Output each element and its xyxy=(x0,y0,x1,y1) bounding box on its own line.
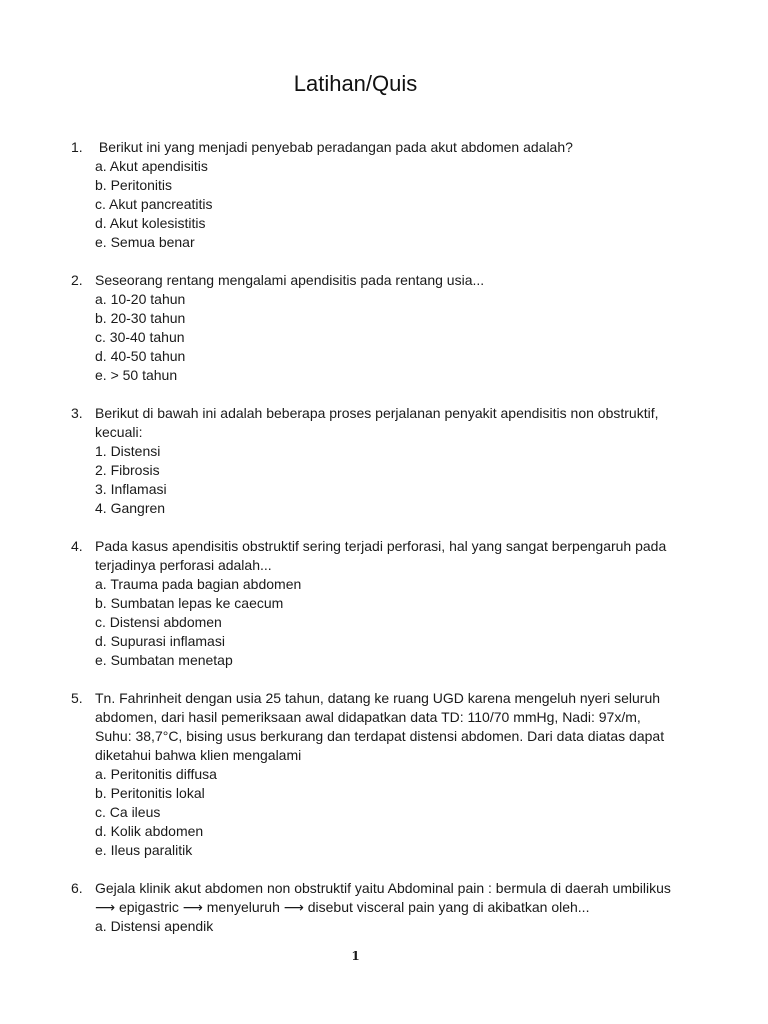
answer-option: a. 10-20 tahun xyxy=(95,291,186,307)
question-text: Seseorang rentang mengalami apendisitis pada rentang usia... xyxy=(95,272,485,288)
answer-option: d. Supurasi inflamasi xyxy=(95,633,225,649)
question-number: 6. xyxy=(71,880,83,896)
answer-option: c. 30-40 tahun xyxy=(95,329,185,345)
answer-option: a. Distensi apendik xyxy=(95,918,214,934)
answer-option: a. Akut apendisitis xyxy=(95,158,208,174)
answer-option: 4. Gangren xyxy=(95,500,166,516)
answer-option: 3. Inflamasi xyxy=(95,481,167,497)
question-number: 2. xyxy=(71,272,83,288)
question-1 xyxy=(71,138,671,252)
answer-option: d. Kolik abdomen xyxy=(95,823,204,839)
question-text: Tn. Fahrinheit dengan usia 25 tahun, datang ke ruang UGD karena mengeluh nyeri seluruh abdomen, dari hasil pemeriksaan awal didapatkan data TD: 110/70 mmHg, Nadi: 97x/m, Suhu: 38,7°C, bising usus berkurang dan terdapat distensi abdomen. Dari data diatas dapat diketahui bahwa klien mengalami xyxy=(95,690,665,763)
question-number: 1. xyxy=(71,139,83,155)
answer-option: b. Peritonitis lokal xyxy=(95,785,205,801)
answer-option: d. Akut kolesistitis xyxy=(95,215,206,231)
answer-option: b. 20-30 tahun xyxy=(95,310,186,326)
answer-option: a. Trauma pada bagian abdomen xyxy=(95,576,302,592)
question-3 xyxy=(71,404,671,518)
question-text: Pada kasus apendisitis obstruktif sering terjadi perforasi, hal yang sangat berpengaruh pada terjadinya perforasi adalah... xyxy=(95,538,667,573)
answer-option: e. Sumbatan menetap xyxy=(95,652,233,668)
question-4 xyxy=(71,537,671,670)
answer-option: e. Ileus paralitik xyxy=(95,842,193,858)
question-list xyxy=(71,138,671,955)
page-title: Latihan/Quis xyxy=(293,71,418,96)
answer-option: b. Peritonitis xyxy=(95,177,173,193)
answer-option: e. Semua benar xyxy=(95,234,195,250)
question-text: Gejala klinik akut abdomen non obstruktif yaitu Abdominal pain : bermula di daerah umbilikus ⟶ epigastric ⟶ menyeluruh ⟶ disebut visceral pain yang di akibatkan oleh... xyxy=(95,880,671,915)
question-5 xyxy=(71,689,671,860)
answer-option: c. Distensi abdomen xyxy=(95,614,222,630)
question-2 xyxy=(71,271,671,385)
question-text: Berikut ini yang menjadi penyebab peradangan pada akut abdomen adalah? xyxy=(95,139,573,155)
answer-option: a. Peritonitis diffusa xyxy=(95,766,217,782)
question-number: 4. xyxy=(71,538,83,554)
answer-option: e. > 50 tahun xyxy=(95,367,178,383)
question-number: 3. xyxy=(71,405,83,421)
answer-option: c. Ca ileus xyxy=(95,804,161,820)
answer-option: d. 40-50 tahun xyxy=(95,348,186,364)
question-number: 5. xyxy=(71,690,83,706)
answer-option: 1. Distensi xyxy=(95,443,161,459)
question-text: Berikut di bawah ini adalah beberapa proses perjalanan penyakit apendisitis non obstruktif, kecuali: xyxy=(95,405,659,440)
page-number: 1 xyxy=(351,949,360,963)
answer-option: 2. Fibrosis xyxy=(95,462,160,478)
answer-option: b. Sumbatan lepas ke caecum xyxy=(95,595,284,611)
answer-option: c. Akut pancreatitis xyxy=(95,196,213,212)
question-6 xyxy=(71,879,671,936)
